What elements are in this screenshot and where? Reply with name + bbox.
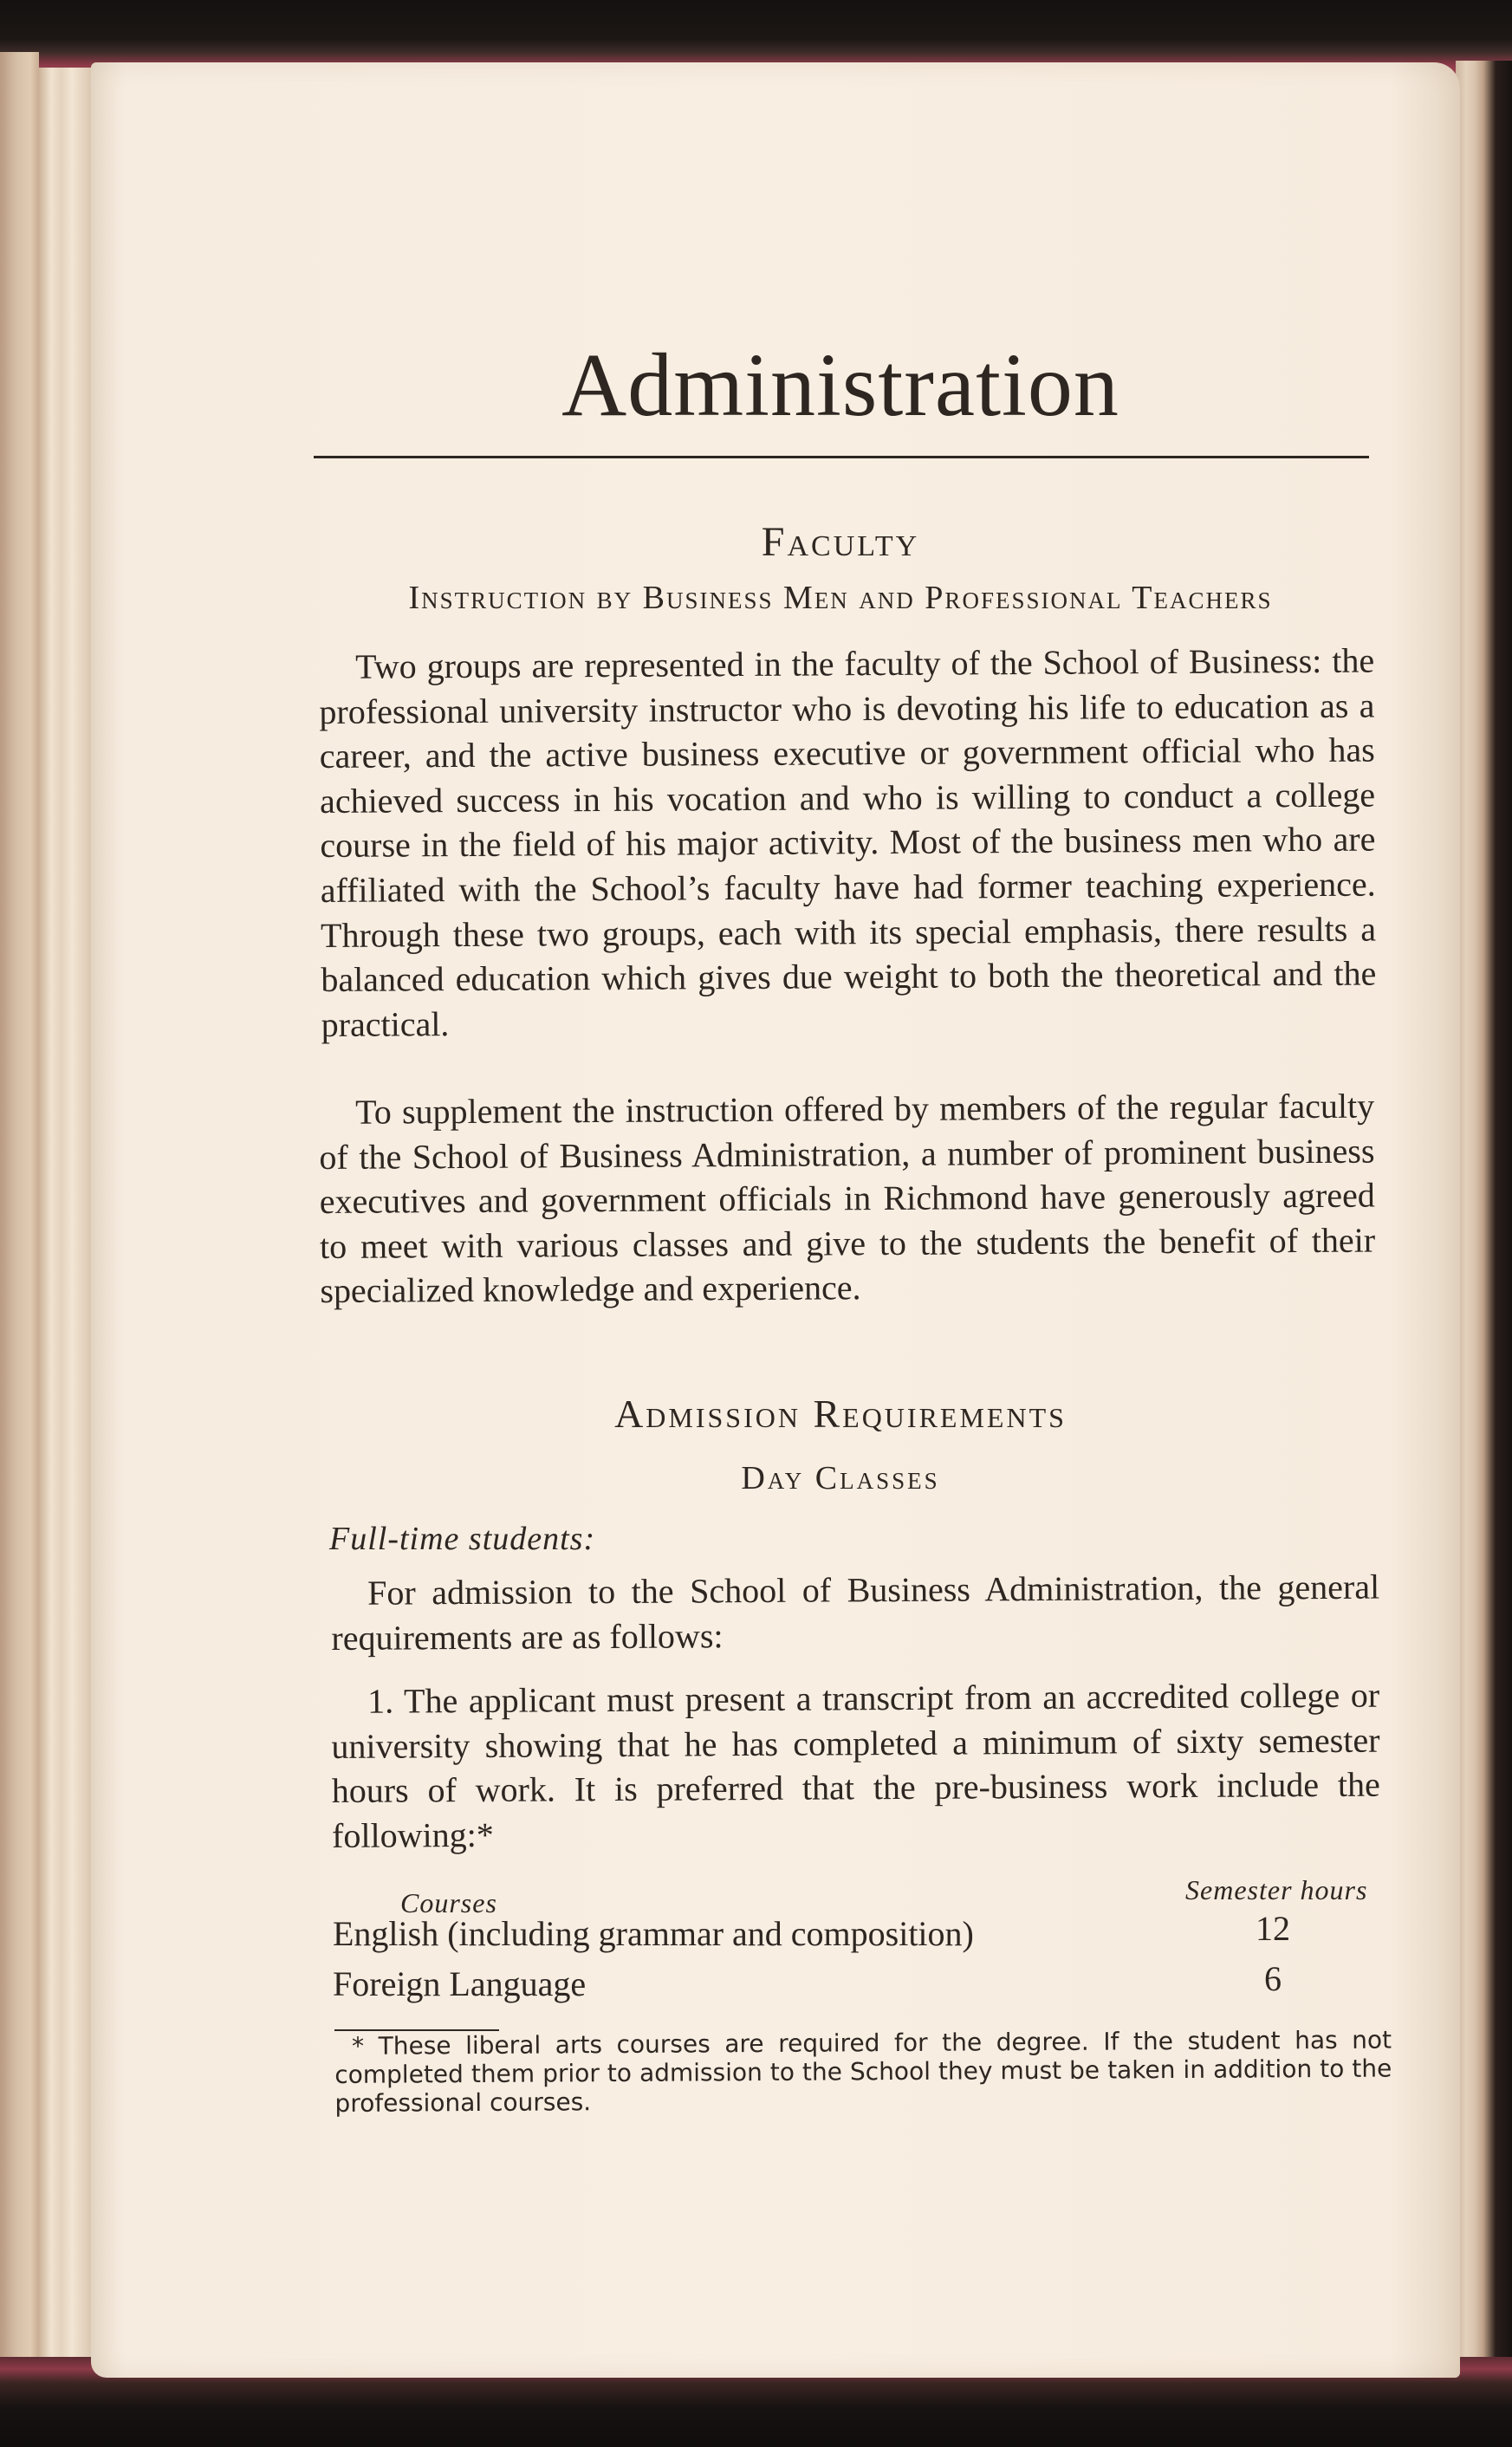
page-title: Administration: [561, 335, 1119, 435]
courses-column-header: Courses: [400, 1887, 497, 1918]
book-page-stack: [39, 68, 93, 2372]
course-name: English (including grammar and composition): [333, 1914, 974, 1953]
requirement-item-1: [331, 1673, 1380, 1859]
course-hours: 6: [1264, 1959, 1282, 1998]
faculty-paragraph-2: [319, 1084, 1376, 1314]
title-rule: [314, 456, 1369, 458]
book-left-cover: [0, 52, 39, 2383]
full-time-label: Full-time students:: [329, 1521, 596, 1557]
course-hours: 12: [1256, 1909, 1290, 1948]
faculty-paragraph-1-text: Two groups are represented in the faculty of the School of Business: the professional university instructor who is devoting his life to education as a career, and the active business executive or government official who has achieved success in his vocation and who is willing to conduct a college course in the field of his major activity. Most of the business men who are affiliated with the School’s faculty have had former teaching experience. Through these two groups, each with its special emphasis, there results a balanced education which gives due weight to both the theoretical and the practical.: [319, 640, 1377, 1044]
hours-column-header: Semester hours: [1185, 1874, 1368, 1905]
admission-intro-text: For admission to the School of Business Administration, the general requirements are as follows:: [331, 1567, 1380, 1658]
course-name: Foreign Language: [333, 1964, 587, 2003]
faculty-paragraph-1: [319, 639, 1377, 1048]
book-right-cover: [1456, 61, 1512, 2366]
table-row: [333, 1959, 1372, 2009]
faculty-subheading: Instruction by Business Men and Professional Teachers: [408, 580, 1273, 616]
footnote: [334, 2026, 1392, 2118]
faculty-heading: Faculty: [761, 519, 920, 565]
day-classes-heading: Day Classes: [741, 1460, 940, 1496]
admission-heading: Admission Requirements: [614, 1392, 1067, 1436]
footnote-text: * These liberal arts courses are required for the degree. If the student has not completed them prior to admission to the School they must be taken in addition to the professional courses.: [334, 2025, 1392, 2118]
faculty-paragraph-2-text: To supplement the instruction offered by members of the regular faculty of the School of Business Administration, a number of prominent business executives and government officials in Richmond have generously agreed to meet with various classes and give to the students the benefit of their specialized knowledge and experience.: [319, 1086, 1376, 1311]
admission-intro: [331, 1565, 1380, 1661]
table-row: [333, 1909, 1372, 1958]
requirement-item-1-text: 1. The applicant must present a transcript from an accredited college or university showing that he has completed a minimum of sixty semester hours of work. It is preferred that the pre-business work include the following:*: [331, 1675, 1380, 1855]
